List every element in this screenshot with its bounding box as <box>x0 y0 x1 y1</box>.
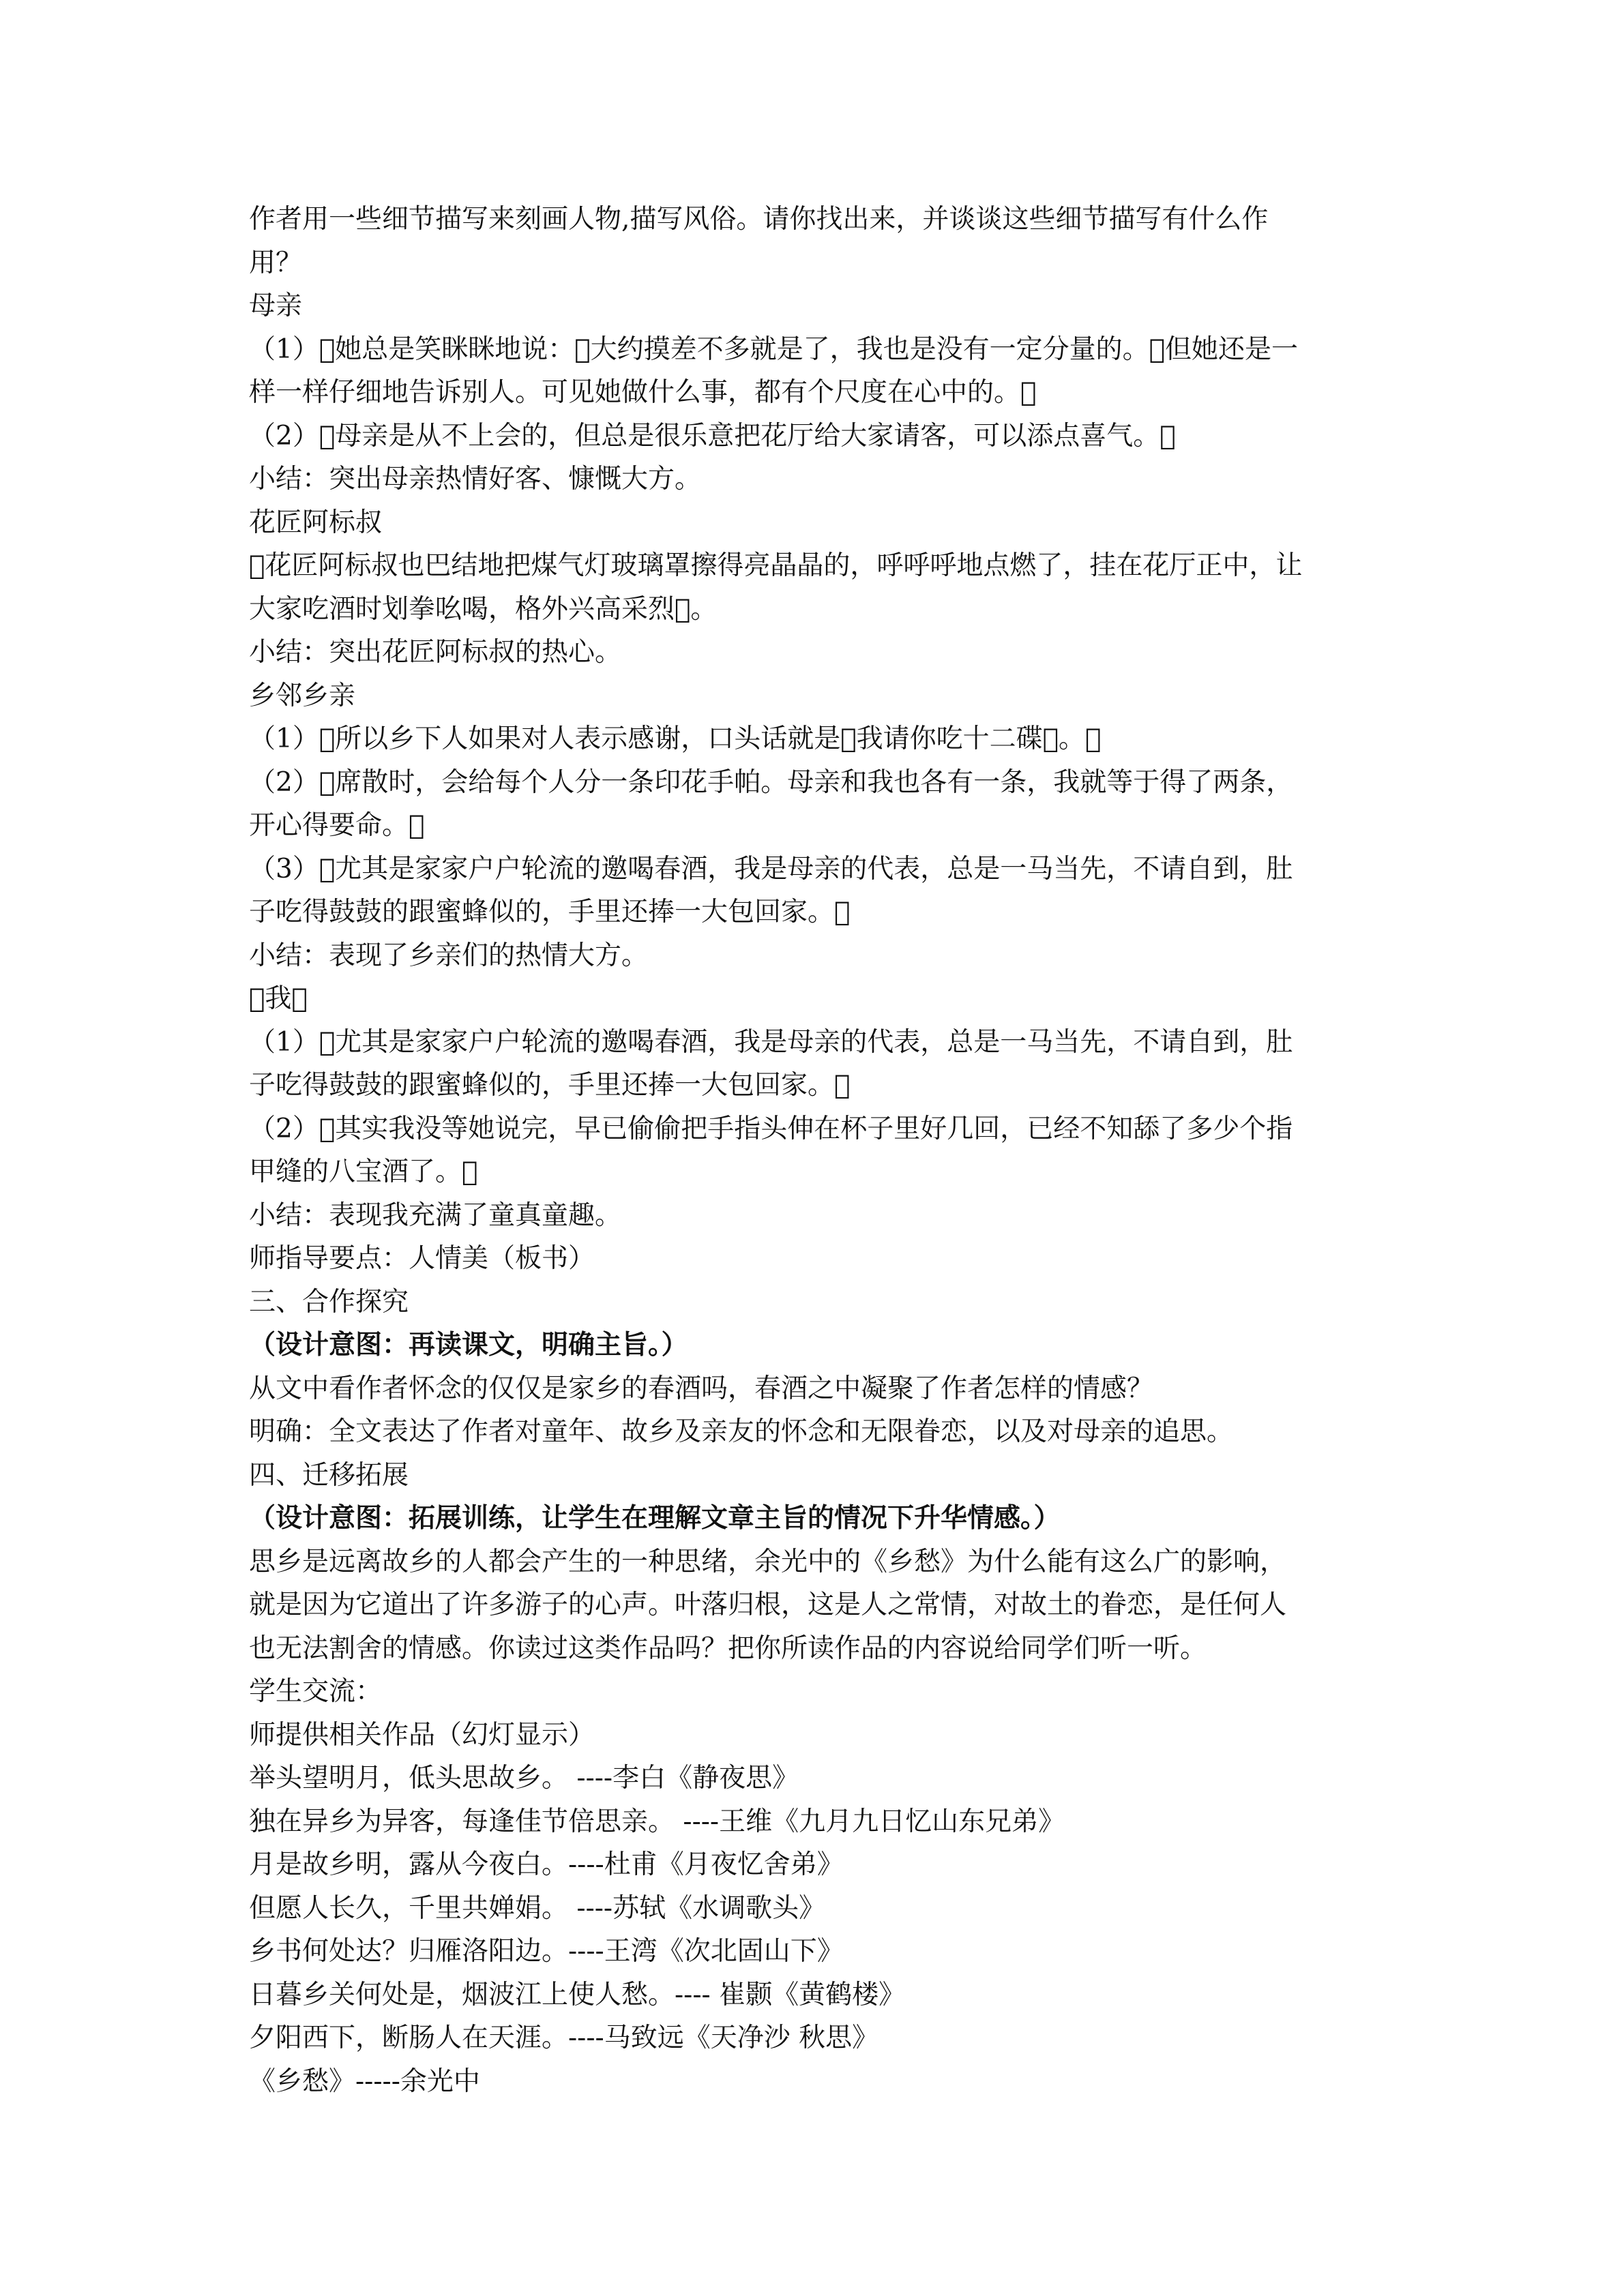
poem-line-li-bai: 举头望明月，低头思故乡。 ----李白《静夜思》 <box>249 1763 799 1793</box>
extension-paragraph-line-1: 思乡是远离故乡的人都会产生的一种思绪，余光中的《乡愁》为什么能有这么广的影响， <box>249 1546 1287 1577</box>
teacher-provides-works: 师提供相关作品（幻灯显示） <box>249 1719 595 1750</box>
section-neighbors: 乡邻乡亲 <box>249 680 356 711</box>
mother-item-1-line-1: （1） 她总是笑眯眯地说： 大约摸差不多就是了，我也是没有一定分量的。 但她还是一 <box>249 333 1276 365</box>
extension-paragraph-line-3: 也无法割舍的情感。你读过这类作品吗？把你所读作品的内容说给同学们听一听。 <box>249 1632 1207 1664</box>
inquiry-answer: 明确：全文表达了作者对童年、故乡及亲友的怀念和无限眷恋，以及对母亲的追思。 <box>249 1416 1234 1447</box>
heading-extension: 四、迁移拓展 <box>249 1459 409 1491</box>
extension-paragraph-line-2: 就是因为它道出了许多游子的心声。叶落归根，这是人之常情，对故土的眷恋，是任何人 <box>249 1590 1287 1620</box>
gardener-quote-line-1: 花匠阿标叔也巴结地把煤气灯玻璃罩擦得亮晶晶的，呼呼呼地点燃了，挂在花厅正中，让 <box>249 550 1287 581</box>
poem-line-wang-wei: 独在异乡为异客，每逢佳节倍思亲。 ----王维《九月九日忆山东兄弟》 <box>249 1806 1065 1837</box>
teacher-key-point: 师指导要点：人情美（板书） <box>249 1243 595 1274</box>
poem-line-wang-wan: 乡书何处达？归雁洛阳边。----王湾《次北固山下》 <box>249 1936 844 1967</box>
neighbors-item-2-line-2: 开心得要命。 <box>249 810 409 841</box>
neighbors-summary: 小结：表现了乡亲们的热情大方。 <box>249 940 649 971</box>
document-page <box>249 198 1395 2103</box>
mother-item-2: （2） 母亲是从不上会的，但总是很乐意把花厅给大家请客，可以添点喜气。 <box>249 420 1153 451</box>
me-item-2-line-1: （2） 其实我没等她说完，早已偷偷把手指头伸在杯子里好几回，已经不知舔了多少个指 <box>249 1113 1286 1144</box>
me-item-1-line-2: 子吃得鼓鼓的跟蜜蜂似的，手里还捧一大包回家。 <box>249 1070 835 1101</box>
poem-line-du-fu: 月是故乡明，露从今夜白。----杜甫《月夜忆舍弟》 <box>249 1849 844 1880</box>
design-intent-3: （设计意图：再读课文，明确主旨。） <box>249 1329 688 1360</box>
gardener-quote-line-2: 大家吃酒时划拳吆喝，格外兴高采烈 。 <box>249 593 710 625</box>
poem-line-su-shi: 但愿人长久，千里共婵娟。 ----苏轼《水调歌头》 <box>249 1892 826 1924</box>
poem-line-cui-hao: 日暮乡关何处是，烟波江上使人愁。---- 崔颢《黄鹤楼》 <box>249 1979 906 2010</box>
section-mother: 母亲 <box>249 290 303 321</box>
design-intent-4: （设计意图：拓展训练，让学生在理解文章主旨的情况下升华情感。） <box>249 1502 1061 1534</box>
neighbors-item-1: （1） 所以乡下人如果对人表示感谢，口头话就是 我请你吃十二碟 。 <box>249 724 1063 754</box>
mother-summary: 小结：突出母亲热情好客、慷慨大方。 <box>249 464 702 494</box>
me-summary: 小结：表现我充满了童真童趣。 <box>249 1199 622 1231</box>
section-gardener: 花匠阿标叔 <box>249 507 383 538</box>
gardener-summary: 小结：突出花匠阿标叔的热心。 <box>249 637 622 668</box>
intro-question-line-2: 用？ <box>249 247 303 278</box>
neighbors-item-2-line-1: （2） 席散时，会给每个人分一条印花手帕。母亲和我也各有一条，我就等于得了两条， <box>249 766 1286 798</box>
poem-line-yu-guangzhong: 《乡愁》-----余光中 <box>249 2066 480 2097</box>
neighbors-item-3-line-2: 子吃得鼓鼓的跟蜜蜂似的，手里还捧一大包回家。 <box>249 897 835 927</box>
mother-item-1-line-2: 样一样仔细地告诉别人。可见她做什么事，都有个尺度在心中的。 <box>249 377 1021 408</box>
inquiry-question: 从文中看作者怀念的仅仅是家乡的春酒吗，春酒之中凝聚了作者怎样的情感？ <box>249 1373 1154 1404</box>
me-item-1-line-1: （1） 尤其是家家户户轮流的邀喝春酒，我是母亲的代表，总是一马当先，不请自到，肚 <box>249 1026 1286 1058</box>
student-exchange: 学生交流： <box>249 1676 383 1707</box>
neighbors-item-3-line-1: （3） 尤其是家家户户轮流的邀喝春酒，我是母亲的代表，总是一马当先，不请自到，肚 <box>249 853 1286 884</box>
heading-cooperative-inquiry: 三、合作探究 <box>249 1286 409 1317</box>
intro-question-line-1: 作者用一些细节描写来刻画人物,描写风俗。请你找出来，并谈谈这些细节描写有什么作 <box>249 204 1269 235</box>
poem-line-ma-zhiyuan: 夕阳西下，断肠人在天涯。----马致远《天净沙 秋思》 <box>249 2023 879 2053</box>
me-item-2-line-2: 甲缝的八宝酒了。 <box>249 1157 462 1187</box>
section-me: 我 <box>249 983 276 1014</box>
